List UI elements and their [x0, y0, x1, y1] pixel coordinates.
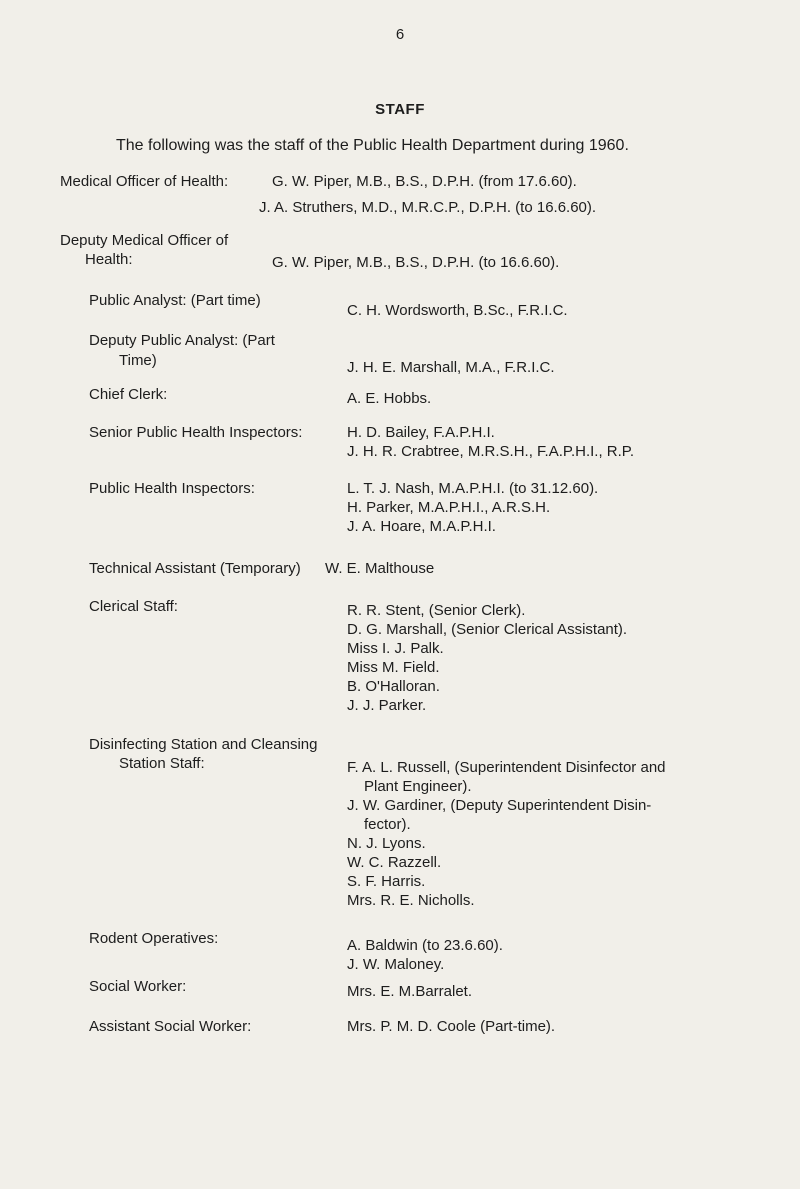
social-name: Mrs. E. M.Barralet.	[347, 983, 473, 1000]
social-label: Social Worker:	[89, 978, 187, 995]
moh-label: Medical Officer of Health:	[60, 173, 229, 190]
chief-clerk-name: A. E. Hobbs.	[347, 390, 432, 407]
clerical-name-1: R. R. Stent, (Senior Clerk).	[347, 602, 526, 619]
assistant-social-label: Assistant Social Worker:	[89, 1018, 252, 1035]
technical-label: Technical Assistant (Temporary)	[89, 560, 301, 577]
rodent-name-2: J. W. Maloney.	[347, 956, 445, 973]
page-number: 6	[395, 26, 405, 43]
page-title: STAFF	[375, 101, 425, 118]
rodent-label: Rodent Operatives:	[89, 930, 219, 947]
disinfecting-name-5: N. J. Lyons.	[347, 835, 426, 852]
deputy-public-analyst-label-2: Time)	[119, 352, 157, 369]
rodent-name-1: A. Baldwin (to 23.6.60).	[347, 937, 503, 954]
phi-label: Public Health Inspectors:	[89, 480, 255, 497]
deputy-moh-label-1: Deputy Medical Officer of	[60, 232, 229, 249]
clerical-name-3: Miss I. J. Palk.	[347, 640, 444, 657]
disinfecting-name-4: fector).	[364, 816, 411, 833]
assistant-social-name: Mrs. P. M. D. Coole (Part-time).	[347, 1018, 556, 1035]
disinfecting-name-2: Plant Engineer).	[364, 778, 472, 795]
clerical-name-5: B. O'Halloran.	[347, 678, 440, 695]
clerical-name-2: D. G. Marshall, (Senior Clerical Assistant).	[347, 621, 628, 638]
senior-phi-label: Senior Public Health Inspectors:	[89, 424, 303, 441]
deputy-moh-name: G. W. Piper, M.B., B.S., D.P.H. (to 16.6.60).	[272, 254, 560, 271]
disinfecting-name-3: J. W. Gardiner, (Deputy Superintendent Disin-	[347, 797, 652, 814]
deputy-moh-label-2: Health:	[85, 251, 133, 268]
clerical-name-6: J. J. Parker.	[347, 697, 427, 714]
disinfecting-name-8: Mrs. R. E. Nicholls.	[347, 892, 475, 909]
phi-name-1: L. T. J. Nash, M.A.P.H.I. (to 31.12.60).	[347, 480, 599, 497]
chief-clerk-label: Chief Clerk:	[89, 386, 168, 403]
public-analyst-name: C. H. Wordsworth, B.Sc., F.R.I.C.	[347, 302, 568, 319]
deputy-public-analyst-label-1: Deputy Public Analyst: (Part	[89, 332, 275, 349]
technical-name: W. E. Malthouse	[325, 560, 435, 577]
moh-name-2: J. A. Struthers, M.D., M.R.C.P., D.P.H. (to 16.6.60).	[259, 199, 597, 216]
disinfecting-label-1: Disinfecting Station and Cleansing	[89, 736, 318, 753]
public-analyst-label: Public Analyst: (Part time)	[89, 292, 261, 309]
clerical-label: Clerical Staff:	[89, 598, 178, 615]
moh-name-1: G. W. Piper, M.B., B.S., D.P.H. (from 17.6.60).	[272, 173, 577, 190]
disinfecting-name-1: F. A. L. Russell, (Superintendent Disinfector and	[347, 759, 666, 776]
senior-phi-name-2: J. H. R. Crabtree, M.R.S.H., F.A.P.H.I., R.P.	[347, 443, 635, 460]
disinfecting-label-2: Station Staff:	[119, 755, 205, 772]
intro-text: The following was the staff of the Public Health Department during 1960.	[116, 137, 629, 154]
disinfecting-name-7: S. F. Harris.	[347, 873, 426, 890]
senior-phi-name-1: H. D. Bailey, F.A.P.H.I.	[347, 424, 495, 441]
phi-name-3: J. A. Hoare, M.A.P.H.I.	[347, 518, 496, 535]
disinfecting-name-6: W. C. Razzell.	[347, 854, 442, 871]
phi-name-2: H. Parker, M.A.P.H.I., A.R.S.H.	[347, 499, 551, 516]
deputy-public-analyst-name: J. H. E. Marshall, M.A., F.R.I.C.	[347, 359, 555, 376]
clerical-name-4: Miss M. Field.	[347, 659, 440, 676]
